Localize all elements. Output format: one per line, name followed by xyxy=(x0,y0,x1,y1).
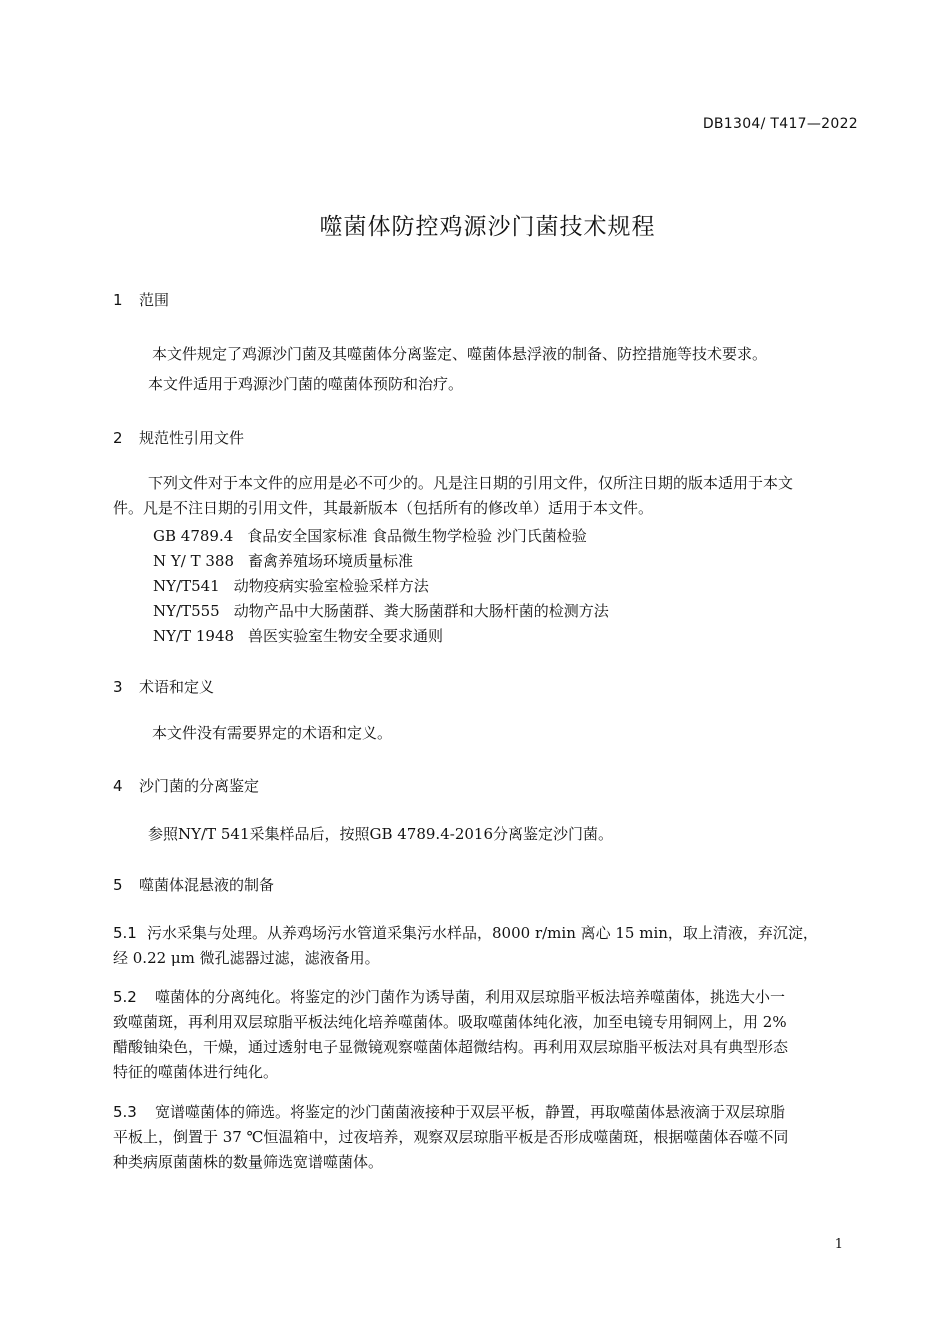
section-1-paragraph-1: 本文件规定了鸡源沙门菌及其噬菌体分离鉴定、噬菌体悬浮液的制备、防控措施等技术要求。 xyxy=(152,345,768,363)
clause-5-2-line-4: 特征的噬菌体进行纯化。 xyxy=(113,1063,279,1081)
reference-name: 畜禽养殖场环境质量标准 xyxy=(248,552,414,570)
clause-5-2-line-3: 醋酸铀染色，干燥，通过透射电子显微镜观察噬菌体超微结构。再利用双层琼脂平板法对具有典型形态 xyxy=(113,1038,789,1056)
clause-text: 宽谱噬菌体的筛选。将鉴定的沙门菌菌液接种于双层平板，静置，再取噬菌体悬液滴于双层琼脂 xyxy=(155,1103,786,1121)
reference-code: NY/T541 xyxy=(153,577,220,595)
reference-code: NY/T 1948 xyxy=(153,627,235,645)
section-1-heading xyxy=(113,289,169,310)
clause-5-1-line-2: 经 0.22 μm 微孔滤器过滤，滤液备用。 xyxy=(113,949,380,967)
reference-code: GB 4789.4 xyxy=(153,527,234,545)
clause-5-3-line-3: 种类病原菌菌株的数量筛选宽谱噬菌体。 xyxy=(113,1153,384,1171)
clause-number: 5.2 xyxy=(113,988,137,1006)
reference-item xyxy=(153,600,609,621)
reference-item xyxy=(153,625,443,646)
clause-5-3-line-2: 平板上，倒置于 37 ℃恒温箱中，过夜培养，观察双层琼脂平板是否形成噬菌斑，根据噬菌体吞噬不同 xyxy=(113,1128,789,1146)
clause-number: 5.1 xyxy=(113,924,137,942)
section-title: 范围 xyxy=(139,291,170,309)
reference-name: 动物疫病实验室检验采样方法 xyxy=(233,577,429,595)
section-5-heading xyxy=(113,874,274,895)
section-3-paragraph: 本文件没有需要界定的术语和定义。 xyxy=(152,724,393,742)
clause-text: 污水采集与处理。从养鸡场污水管道采集污水样品，8000 r/min 离心 15 min，取上清液，弃沉淀， xyxy=(147,924,818,942)
section-3-heading xyxy=(113,676,214,697)
section-title: 沙门菌的分离鉴定 xyxy=(139,777,260,795)
reference-code: N Y/ T 388 xyxy=(153,552,235,570)
section-number: 4 xyxy=(113,777,123,795)
reference-name: 食品安全国家标准 食品微生物学检验 沙门氏菌检验 xyxy=(247,527,587,545)
section-number: 1 xyxy=(113,291,123,309)
section-number: 5 xyxy=(113,876,123,894)
section-2-paragraph-line-1: 下列文件对于本文件的应用是必不可少的。凡是注日期的引用文件，仅所注日期的版本适用于本文 xyxy=(148,474,794,492)
reference-name: 动物产品中大肠菌群、粪大肠菌群和大肠杆菌的检测方法 xyxy=(233,602,609,620)
section-2-heading xyxy=(113,427,244,448)
document-title: 噬菌体防控鸡源沙门菌技术规程 xyxy=(319,214,656,240)
section-1-paragraph-2: 本文件适用于鸡源沙门菌的噬菌体预防和治疗。 xyxy=(148,375,464,393)
page-number: 1 xyxy=(834,1237,843,1252)
section-number: 3 xyxy=(113,678,123,696)
reference-item xyxy=(153,525,587,546)
document-code: DB1304/ T417—2022 xyxy=(702,116,858,132)
section-4-heading xyxy=(113,775,259,796)
clause-5-1-line-1 xyxy=(113,921,818,946)
section-title: 噬菌体混悬液的制备 xyxy=(139,876,275,894)
section-4-paragraph: 参照NY/T 541采集样品后，按照GB 4789.4-2016分离鉴定沙门菌。 xyxy=(148,825,613,843)
section-number: 2 xyxy=(113,429,123,447)
reference-item xyxy=(153,575,429,596)
clause-5-3-line-1 xyxy=(113,1100,785,1125)
reference-item xyxy=(153,550,413,571)
section-2-paragraph-line-2: 件。凡是不注日期的引用文件，其最新版本（包括所有的修改单）适用于本文件。 xyxy=(113,499,654,517)
reference-code: NY/T555 xyxy=(153,602,220,620)
clause-text: 噬菌体的分离纯化。将鉴定的沙门菌作为诱导菌，利用双层琼脂平板法培养噬菌体，挑选大小一 xyxy=(155,988,786,1006)
section-title: 规范性引用文件 xyxy=(139,429,245,447)
clause-5-2-line-2: 致噬菌斑，再利用双层琼脂平板法纯化培养噬菌体。吸取噬菌体纯化液，加至电镜专用铜网上，用 2% xyxy=(113,1013,787,1031)
reference-name: 兽医实验室生物安全要求通则 xyxy=(248,627,444,645)
clause-number: 5.3 xyxy=(113,1103,137,1121)
section-title: 术语和定义 xyxy=(139,678,215,696)
clause-5-2-line-1 xyxy=(113,985,785,1010)
